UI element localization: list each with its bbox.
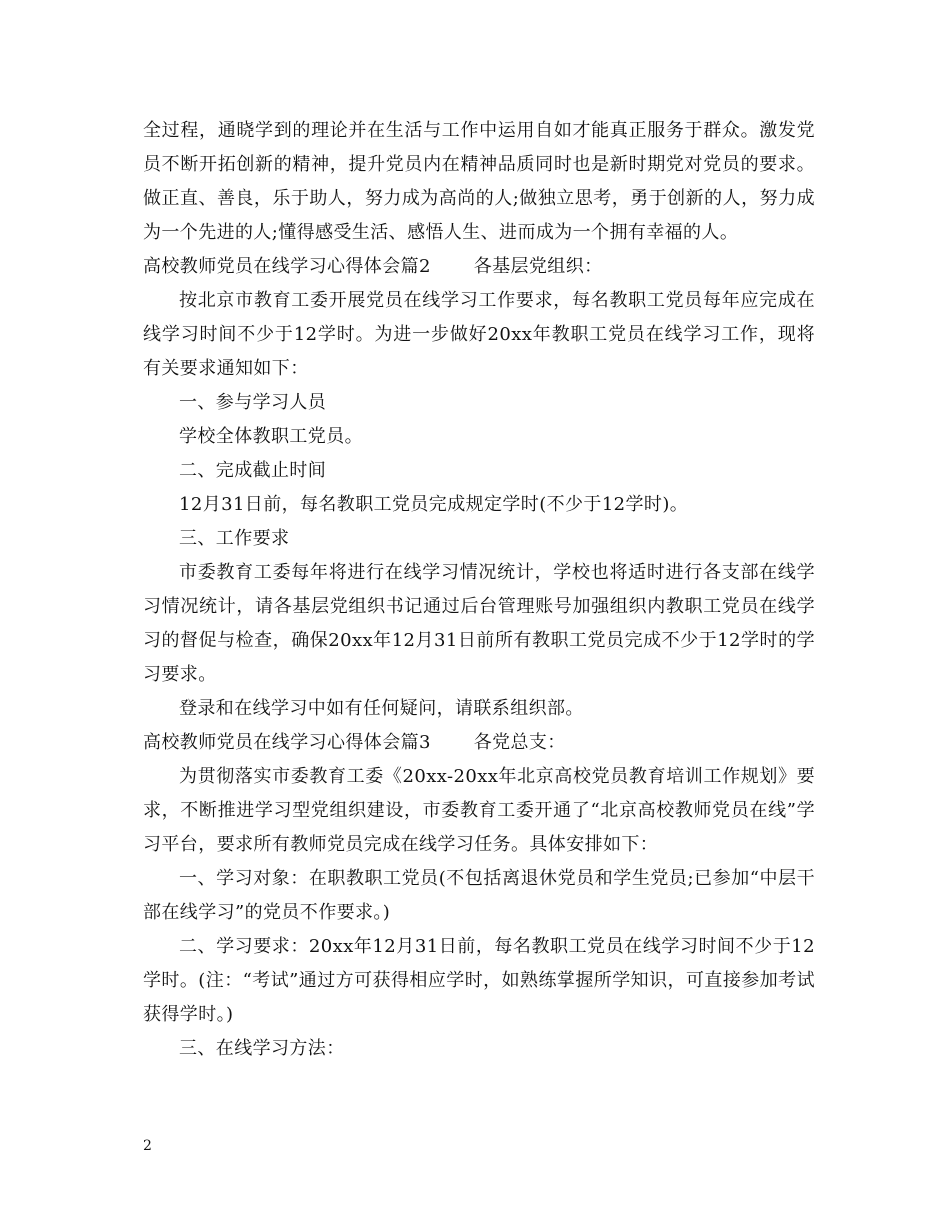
document-body <box>143 114 815 1066</box>
section-heading-2: 高校教师党员在线学习心得体会篇2 各基层党组织： <box>143 256 603 277</box>
item-heading-method: 三、在线学习方法： <box>179 1038 345 1059</box>
paragraph-deadline: 12月31日前，每名教职工党员完成规定学时(不少于12学时)。 <box>179 494 689 515</box>
paragraph-learning-target: 一、学习对象：在职教职工党员(不包括离退休党员和学生党员;已参加“中层干部在线学习”的党员不作要求。) <box>143 868 815 923</box>
item-heading-participants: 一、参与学习人员 <box>179 392 327 413</box>
paragraph-continuation: 全过程，通晓学到的理论并在生活与工作中运用自如才能真正服务于群众。激发党员不断开拓创新的精神，提升党员内在精神品质同时也是新时期党对党员的要求。做正直、善良，乐于助人，努力成为高尚的人;做独立思考，勇于创新的人，努力成为一个先进的人;懂得感受生活、感悟人生、进而成为一个拥有幸福的人。 <box>143 120 815 243</box>
paragraph-learning-requirement: 二、学习要求：20xx年12月31日前，每名教职工党员在线学习时间不少于12学时。(注：“考试”通过方可获得相应学时，如熟练掌握所学知识，可直接参加考试获得学时。) <box>143 936 815 1025</box>
paragraph-contact: 登录和在线学习中如有任何疑问，请联系组织部。 <box>179 698 584 719</box>
section-heading-3: 高校教师党员在线学习心得体会篇3 各党总支： <box>143 732 566 753</box>
item-heading-deadline: 二、完成截止时间 <box>179 460 327 481</box>
paragraph-requirements: 市委教育工委每年将进行在线学习情况统计，学校也将适时进行各支部在线学习情况统计，请各基层党组织书记通过后台管理账号加强组织内教职工党员在线学习的督促与检查，确保20xx年12月31日前所有教职工党员完成不少于12学时的学习要求。 <box>143 562 815 685</box>
paragraph-notice-intro: 按北京市教育工委开展党员在线学习工作要求，每名教职工党员每年应完成在线学习时间不少于12学时。为进一步做好20xx年教职工党员在线学习工作，现将有关要求通知如下： <box>143 290 815 379</box>
paragraph-plan-intro: 为贯彻落实市委教育工委《20xx-20xx年北京高校党员教育培训工作规划》要求，不断推进学习型党组织建设，市委教育工委开通了“北京高校教师党员在线”学习平台，要求所有教师党员完成在线学习任务。具体安排如下： <box>143 766 815 855</box>
page-number: 2 <box>143 1138 152 1154</box>
item-heading-requirements: 三、工作要求 <box>179 528 290 549</box>
paragraph-participants: 学校全体教职工党员。 <box>179 426 363 447</box>
